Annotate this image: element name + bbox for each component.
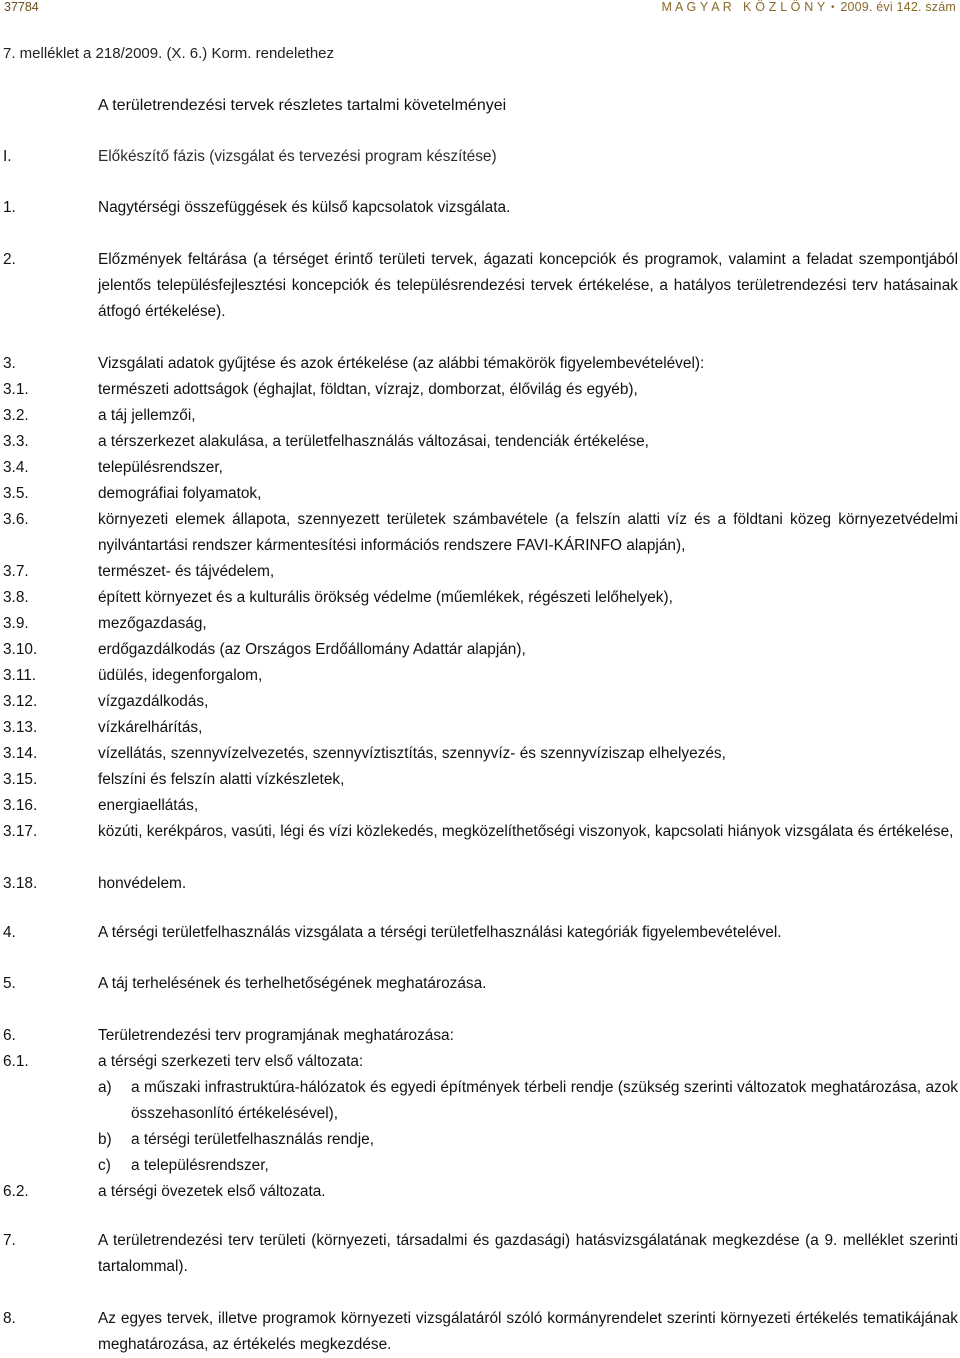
subitem-text: a településrendszer, (131, 1157, 269, 1174)
item-text: A táj terhelésének és terhelhetőségének meghatározása. (98, 975, 487, 992)
page-number: 37784 (4, 0, 39, 14)
item-number: 4. (3, 924, 16, 941)
item-text: természeti adottságok (éghajlat, földtan, vízrajz, domborzat, élővilág és egyéb), (98, 381, 638, 398)
item-text: A területrendezési terv területi (környezeti, társadalmi és gazdasági) hatásvizsgálatának megkezdése (a 9. melléklet szerinti tartalommal). (98, 1232, 958, 1275)
item-number: 3.2. (3, 407, 29, 424)
item-number: 5. (3, 975, 16, 992)
separator-dot: • (830, 2, 835, 13)
issue-number: 2009. évi 142. szám (840, 0, 956, 14)
subitem-letter: b) (98, 1131, 112, 1148)
item-text: természet- és tájvédelem, (98, 563, 275, 580)
item-text: Vizsgálati adatok gyűjtése és azok értékelése (az alábbi témakörök figyelembevételével): (98, 355, 705, 372)
item-number: 3.5. (3, 485, 29, 502)
item-number: 3.13. (3, 719, 38, 736)
item-number: 7. (3, 1232, 16, 1249)
item-number: 3.16. (3, 797, 38, 814)
item-text: erdőgazdálkodás (az Országos Erdőállomány Adattár alapján), (98, 641, 526, 658)
item-number: 3.1. (3, 381, 29, 398)
item-text: a térszerkezet alakulása, a területfelhasználás változásai, tendenciák értékelése, (98, 433, 649, 450)
item-text: közúti, kerékpáros, vasúti, légi és vízi közlekedés, megközelíthetőségi viszonyok, kapcsolati hiányok vizsgálata és értékelése, (98, 823, 954, 840)
item-text: a térségi szerkezeti terv első változata: (98, 1053, 364, 1070)
item-number: 1. (3, 199, 16, 216)
document-title: A területrendezési tervek részletes tartalmi követelményei (98, 97, 507, 114)
item-number: 3.14. (3, 745, 38, 762)
item-number: 3.12. (3, 693, 38, 710)
item-text: Előzmények feltárása (a térséget érintő területi tervek, ágazati koncepciók és programok, valamint a feladat szempontjából jelentős településfejlesztési koncepciók és településrendezési tervek értékelése, a hatályos területrendezési terv hatásainak átfogó értékelése). (98, 251, 958, 320)
item-text: környezeti elemek állapota, szennyezett területek számbavétele (a felszín alatti víz és a földtani közeg környezetvédelmi nyilvántartási rendszer kármentesítési információs rendszere FAVI-KÁRINFO alapján), (98, 511, 958, 554)
item-number: 3.8. (3, 589, 29, 606)
item-number: 3.6. (3, 511, 29, 528)
section-title: Előkészítő fázis (vizsgálat és tervezési program készítése) (98, 148, 497, 165)
item-text: a táj jellemzői, (98, 407, 196, 424)
item-number: 6.1. (3, 1053, 29, 1070)
item-number: 3.10. (3, 641, 38, 658)
item-text: Az egyes tervek, illetve programok környezeti vizsgálatáról szóló kormányrendelet szerinti környezeti értékelés tematikájának meghatározása, az értékelés megkezdése. (98, 1310, 958, 1353)
subitem-letter: c) (98, 1157, 111, 1174)
item-text: vízgazdálkodás, (98, 693, 209, 710)
subitem-text: a térségi területfelhasználás rendje, (131, 1131, 374, 1148)
item-number: 3.4. (3, 459, 29, 476)
item-text: demográfiai folyamatok, (98, 485, 262, 502)
journal-name: M A G Y A R K Ö Z L Ö N Y (661, 0, 826, 14)
item-number: 3.3. (3, 433, 29, 450)
subitem-text: a műszaki infrastruktúra-hálózatok és egyedi építmények térbeli rendje (szükség szerinti változatok meghatározása, azok összehasonlító értékelésével), (131, 1079, 958, 1122)
item-text: felszíni és felszín alatti vízkészletek, (98, 771, 345, 788)
subitem-letter: a) (98, 1079, 112, 1096)
item-text: a térségi övezetek első változata. (98, 1183, 326, 1200)
annex-reference: 7. melléklet a 218/2009. (X. 6.) Korm. rendelethez (3, 45, 335, 62)
item-text: vízkárelhárítás, (98, 719, 203, 736)
page-header (0, 0, 960, 14)
item-number: 6.2. (3, 1183, 29, 1200)
item-text: energiaellátás, (98, 797, 199, 814)
item-number: 3.11. (3, 667, 37, 684)
item-number: 6. (3, 1027, 16, 1044)
item-text: vízellátás, szennyvízelvezetés, szennyvíztisztítás, szennyvíz- és szennyvíziszap elhelyezés, (98, 745, 726, 762)
item-text: üdülés, idegenforgalom, (98, 667, 263, 684)
item-text: településrendszer, (98, 459, 223, 476)
item-number: 3.17. (3, 823, 38, 840)
item-number: 3.9. (3, 615, 29, 632)
item-text: Nagytérségi összefüggések és külső kapcsolatok vizsgálata. (98, 199, 511, 216)
item-text: Területrendezési terv programjának meghatározása: (98, 1027, 454, 1044)
item-text: épített környezet és a kulturális örökség védelme (műemlékek, régészeti lelőhelyek), (98, 589, 673, 606)
item-text: mezőgazdaság, (98, 615, 207, 632)
item-number: 3.7. (3, 563, 29, 580)
item-number: 2. (3, 251, 16, 268)
item-text: honvédelem. (98, 875, 187, 892)
item-number: 8. (3, 1310, 16, 1327)
journal-masthead (661, 0, 956, 14)
section-number: I. (3, 148, 12, 165)
item-text: A térségi területfelhasználás vizsgálata a térségi területfelhasználási kategóriák figyelembevételével. (98, 924, 782, 941)
item-number: 3.15. (3, 771, 38, 788)
item-number: 3.18. (3, 875, 38, 892)
item-number: 3. (3, 355, 16, 372)
